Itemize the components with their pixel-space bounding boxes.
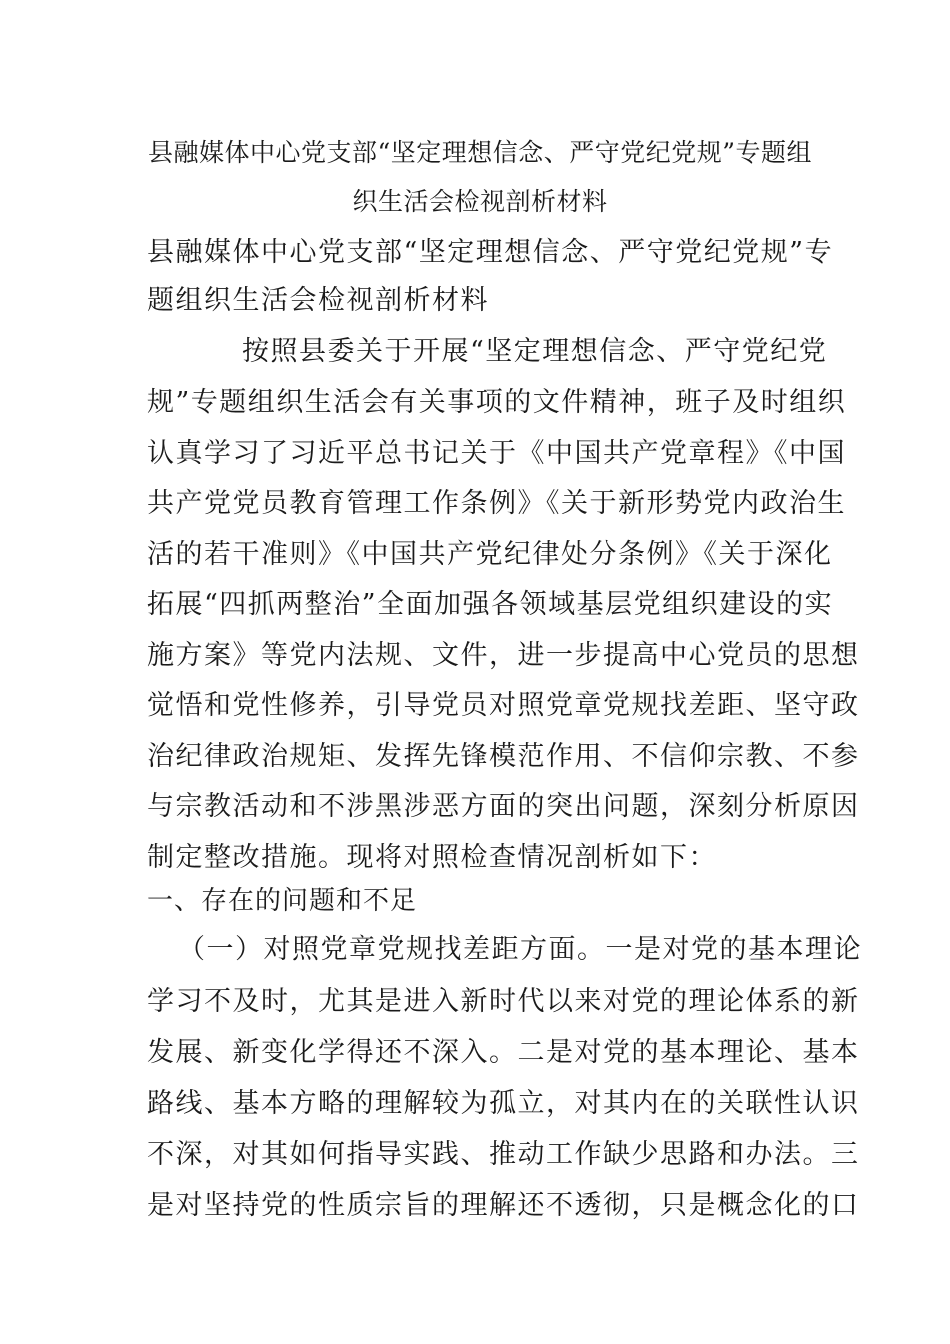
section-paragraph-line: （一）对照党章党规找差距方面。一是对党的基本理论 (178, 934, 862, 965)
intro-paragraph-line: 觉悟和党性修养，引导党员对照党章党规找差距、坚守政 (147, 690, 860, 721)
title-repeat-line: 县融媒体中心党支部“坚定理想信念、严守党纪党规”专 (147, 237, 834, 268)
intro-paragraph-line: 认真学习了习近平总书记关于《中国共产党章程》《中国 (147, 438, 846, 469)
intro-paragraph-line: 共产党党员教育管理工作条例》《关于新形势党内政治生 (147, 488, 846, 519)
section-paragraph-line: 学习不及时，尤其是进入新时代以来对党的理论体系的新 (147, 986, 860, 1017)
intro-paragraph-line: 制定整改措施。现将对照检查情况剖析如下： (147, 842, 717, 873)
section-heading: 一、存在的问题和不足 (147, 886, 418, 916)
section-paragraph-line: 不深，对其如何指导实践、推动工作缺少思路和办法。三 (147, 1139, 860, 1170)
intro-paragraph-line: 治纪律政治规矩、发挥先锋模范作用、不信仰宗教、不参 (147, 741, 860, 772)
intro-paragraph-line: 拓展“四抓两整治”全面加强各领域基层党组织建设的实 (147, 589, 834, 620)
document-title: 县融媒体中心党支部“坚定理想信念、严守党纪党规”专题组织生活会检视剖析材料 (147, 138, 813, 216)
intro-paragraph-line: 施方案》等党内法规、文件，进一步提高中心党员的思想 (147, 640, 860, 671)
intro-paragraph-line: 活的若干准则》《中国共产党纪律处分条例》《关于深化 (147, 539, 833, 570)
section-paragraph-line: 是对坚持党的性质宗旨的理解还不透彻，只是概念化的口 (147, 1190, 860, 1221)
intro-paragraph-line: 规”专题组织生活会有关事项的文件精神，班子及时组织 (147, 387, 847, 418)
title-repeat-line: 题组织生活会检视剖析材料 (147, 285, 489, 316)
section-paragraph-line: 路线、基本方略的理解较为孤立，对其内在的关联性认识 (147, 1088, 860, 1119)
section-paragraph-line: 发展、新变化学得还不深入。二是对党的基本理论、基本 (147, 1037, 860, 1068)
intro-paragraph-line: 与宗教活动和不涉黑涉恶方面的突出问题，深刻分析原因 (147, 791, 860, 822)
intro-paragraph-line: 按照县委关于开展“坚定理想信念、严守党纪党 (242, 336, 828, 367)
